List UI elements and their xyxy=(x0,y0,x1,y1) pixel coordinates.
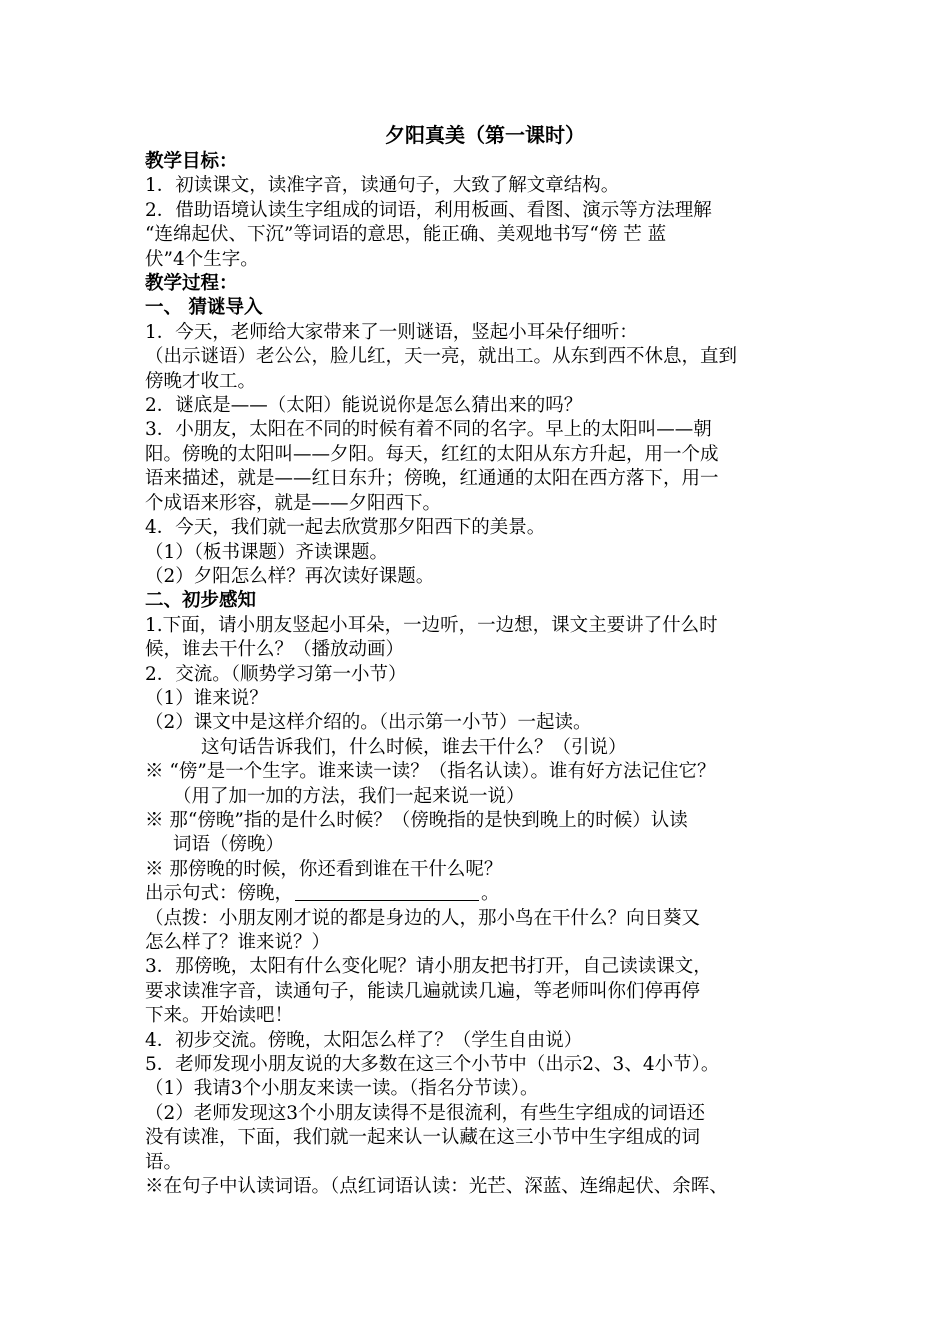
note-line: ※ 那“傍晚”指的是什么时候？（傍晚指的是快到晚上的时候）认读 xyxy=(145,809,688,831)
note-continuation: 词语（傍晚） xyxy=(173,834,285,856)
note-line: ※ 那傍晚的时候，你还看到谁在干什么呢？ xyxy=(145,858,503,880)
section1-line: （1）（板书课题）齐读课题。 xyxy=(145,541,389,563)
sentence-pattern-prefix: 出示句式：傍晚， xyxy=(145,883,294,905)
objectives-heading: 教学目标： xyxy=(145,151,238,172)
section1-line: 个成语来形容，就是——夕阳西下。 xyxy=(145,492,442,514)
objective-line: 2．借助语境认读生字组成的词语，利用板画、看图、演示等方法理解 xyxy=(145,199,712,221)
section2-line: 要求读准字音，读通句子，能读几遍就读几遍，等老师叫你们停再停 xyxy=(145,980,701,1002)
section1-line: 4．今天，我们就一起去欣赏那夕阳西下的美景。 xyxy=(145,517,546,539)
section2-line: 5．老师发现小朋友说的大多数在这三个小节中（出示2、3、4小节）。 xyxy=(145,1054,720,1076)
section1-line: 阳。傍晚的太阳叫——夕阳。每天，红红的太阳从东方升起，用一个成 xyxy=(145,443,719,465)
section1-line: 1．今天，老师给大家带来了一则谜语，竖起小耳朵仔细听： xyxy=(145,321,638,343)
fill-in-blank xyxy=(295,882,479,901)
objective-line: 伏”4个生字。 xyxy=(145,248,259,270)
section2-line: 候，谁去干什么？（播放动画） xyxy=(145,639,405,661)
section2-line: 4．初步交流。傍晚，太阳怎么样了？（学生自由说） xyxy=(145,1029,583,1051)
section2-line: 2．交流。（顺势学习第一小节） xyxy=(145,663,407,685)
section2-line: （2）课文中是这样介绍的。（出示第一小节）一起读。 xyxy=(145,712,592,734)
section2-line: （1）谁来说？ xyxy=(145,687,268,709)
section2-line: 怎么样了？谁来说？） xyxy=(145,932,331,953)
section2-line: 3．那傍晚，太阳有什么变化呢？请小朋友把书打开，自己读读课文， xyxy=(145,956,712,978)
objective-line: 1．初读课文，读准字音，读通句子，大致了解文章结构。 xyxy=(145,175,620,197)
section1-line: （2）夕阳怎么样？再次读好课题。 xyxy=(145,565,435,587)
section1-line: 2．谜底是——（太阳）能说说你是怎么猜出来的吗？ xyxy=(145,395,583,417)
section1-line: 语来描述，就是——红日东升；傍晚，红通通的太阳在西方落下，用一 xyxy=(145,468,719,490)
note-line: ※ “傍”是一个生字。谁来读一读？（指名认读）。谁有好方法记住它？ xyxy=(145,761,716,783)
section1-heading: 一、 猜谜导入 xyxy=(145,297,263,319)
section2-line: （2）老师发现这3个小朋友读得不是很流利，有些生字组成的词语还 xyxy=(145,1102,706,1124)
section2-line: 语。 xyxy=(145,1151,183,1173)
objective-line: “连绵起伏、下沉”等词语的意思，能正确、美观地书写“傍 芒 蓝 xyxy=(145,224,667,246)
document-title: 夕阳真美（第一课时） xyxy=(385,123,585,147)
section2-line: 下来。开始读吧！ xyxy=(145,1005,294,1027)
section1-line: （出示谜语）老公公，脸儿红，天一亮，就出工。从东到西不休息，直到 xyxy=(145,346,738,368)
note-continuation: （用了加一加的方法，我们一起来说一说） xyxy=(173,785,525,807)
section2-line: （点拨：小朋友刚才说的都是身边的人，那小鸟在干什么？向日葵又 xyxy=(145,907,701,929)
section2-line: （1）我请3个小朋友来读一读。（指名分节读）。 xyxy=(145,1078,539,1100)
section2-line: ※在句子中认读词语。（点红词语认读：光芒、深蓝、连绵起伏、余晖、 xyxy=(145,1176,728,1198)
section2-line: 没有读准，下面，我们就一起来认一认藏在这三小节中生字组成的词 xyxy=(145,1127,701,1149)
sentence-pattern-line xyxy=(145,882,815,906)
section2-heading: 二、初步感知 xyxy=(145,590,257,612)
process-heading: 教学过程： xyxy=(145,273,238,295)
sentence-pattern-suffix: 。 xyxy=(481,883,500,905)
section2-indented-line: 这句话告诉我们，什么时候，谁去干什么？（引说） xyxy=(201,736,627,758)
section1-line: 傍晚才收工。 xyxy=(145,370,257,392)
document-body xyxy=(145,120,815,1199)
section2-line: 1.下面，请小朋友竖起小耳朵，一边听，一边想，课文主要讲了什么时 xyxy=(145,614,718,636)
section1-line: 3．小朋友，太阳在不同的时候有着不同的名字。早上的太阳叫——朝 xyxy=(145,419,712,441)
